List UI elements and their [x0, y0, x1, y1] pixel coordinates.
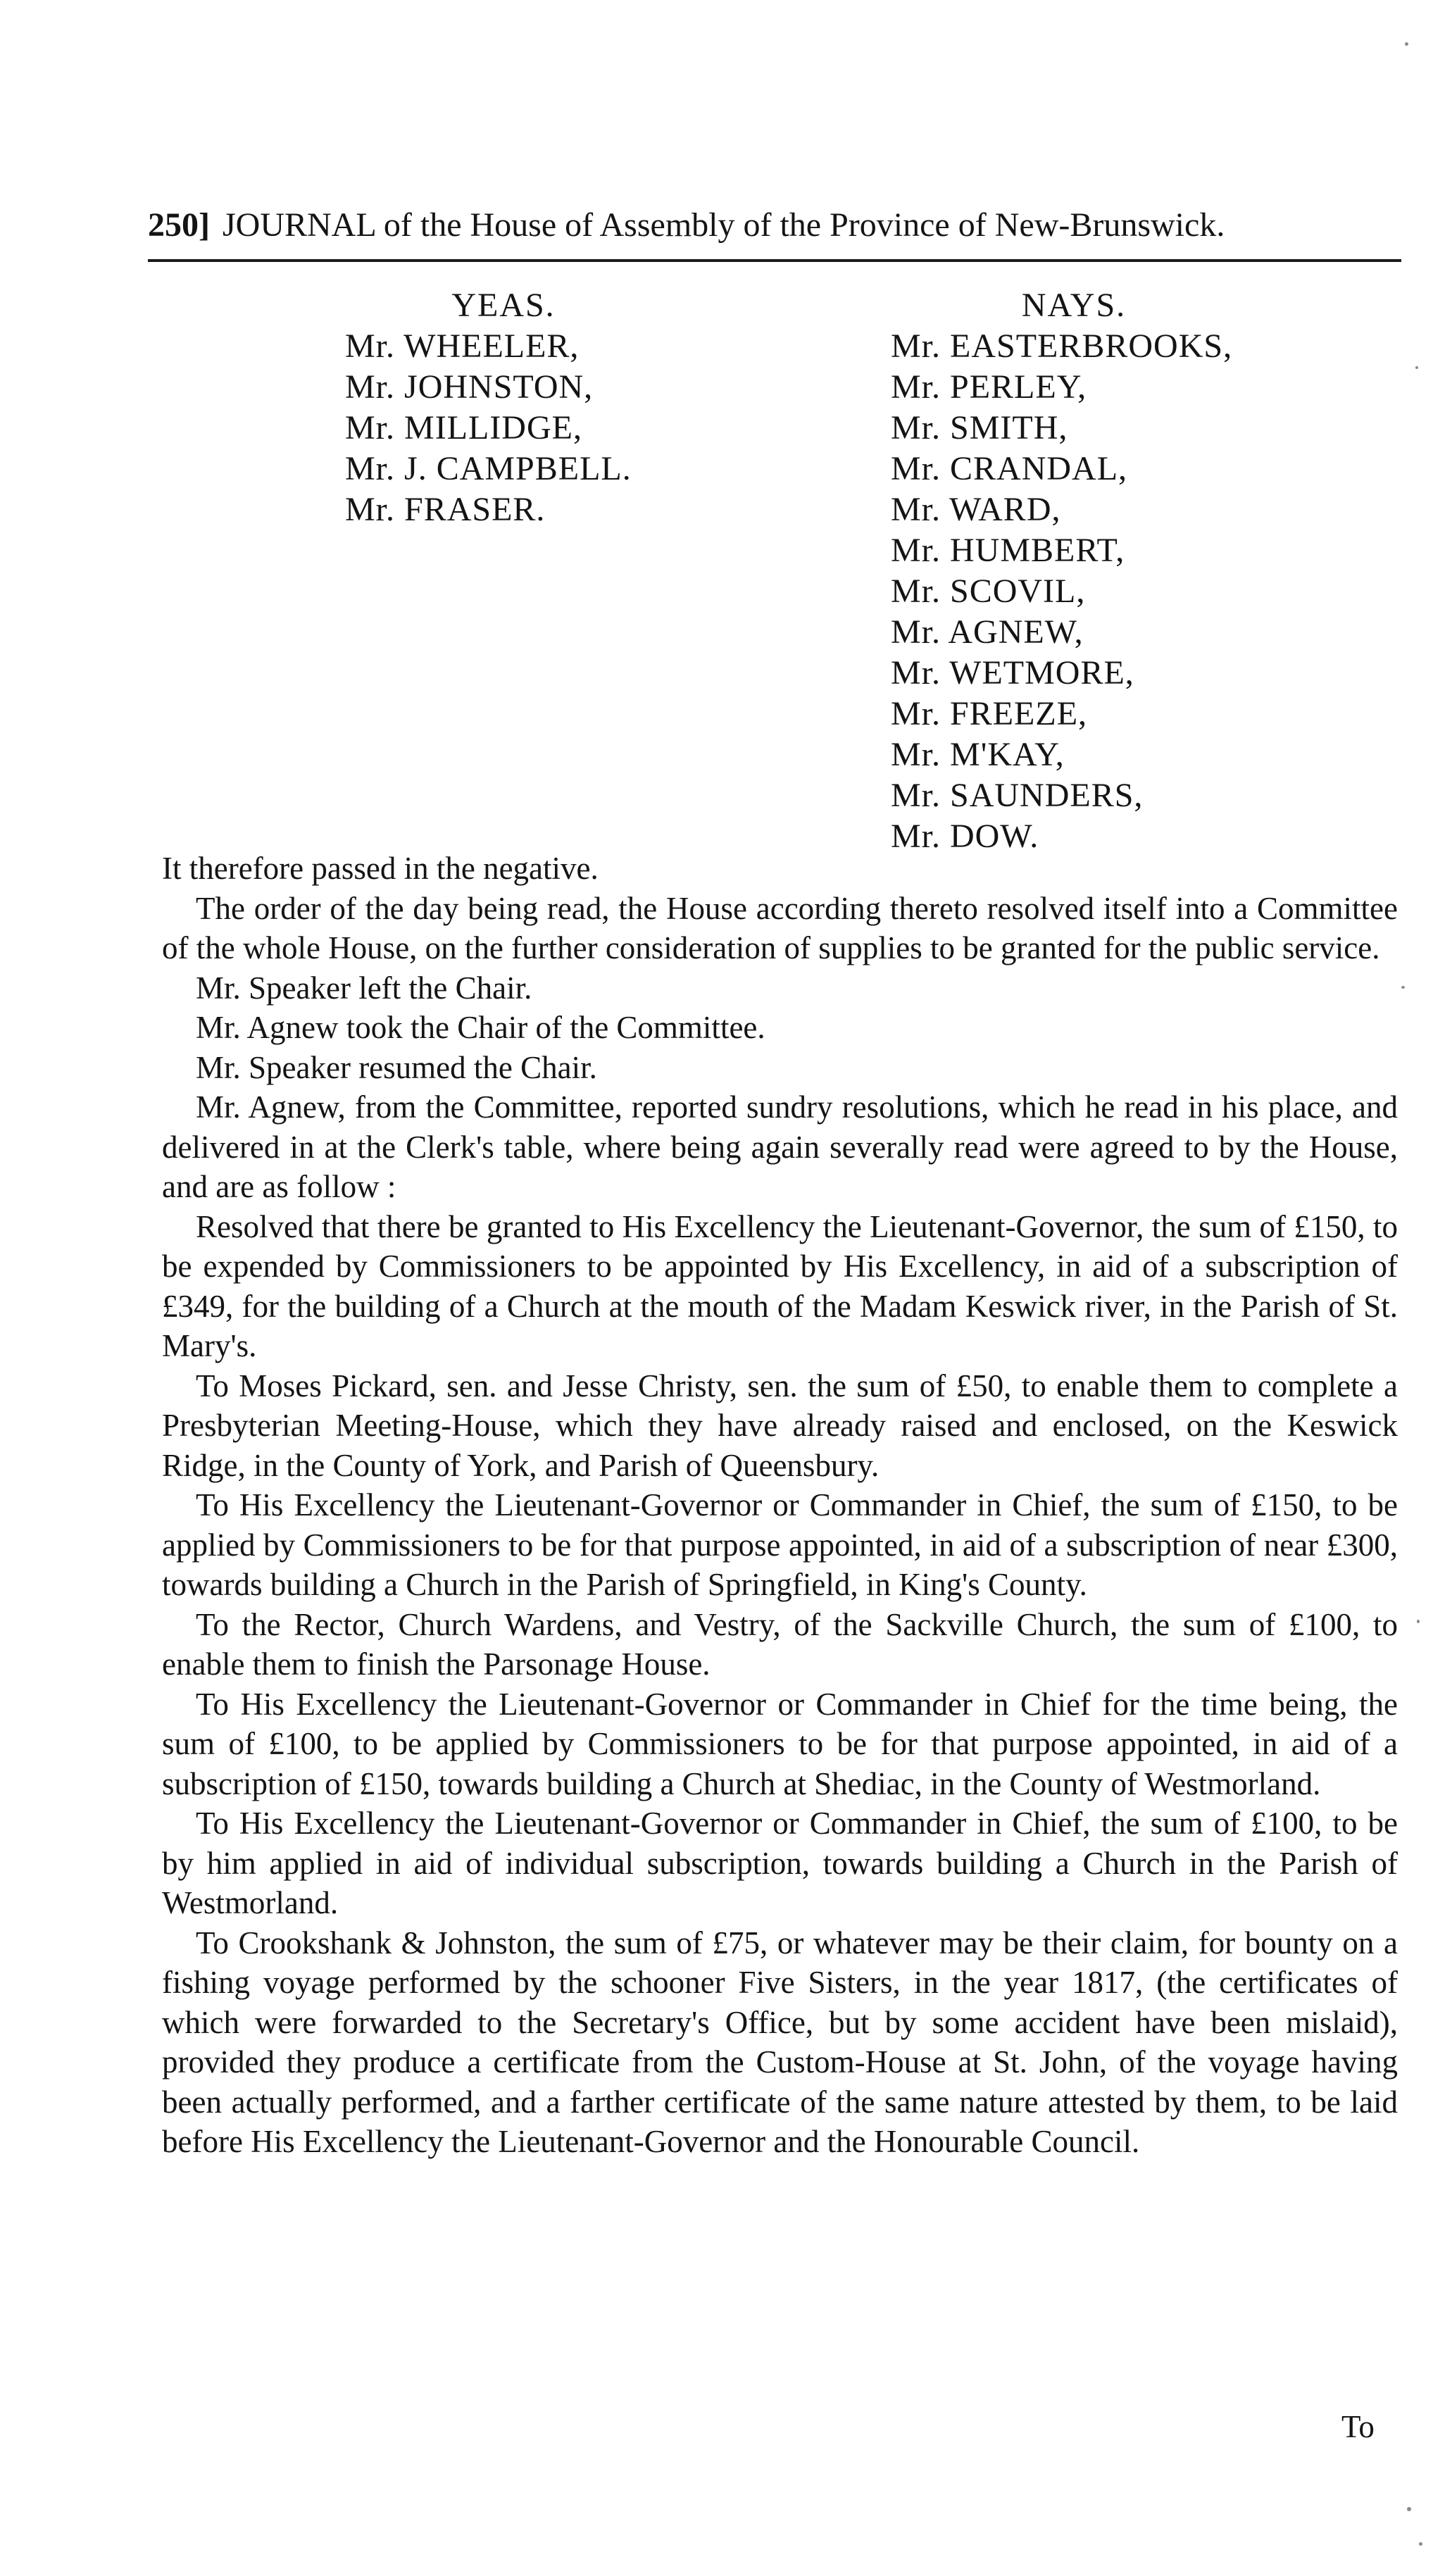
paragraph: Mr. Agnew took the Chair of the Committee. — [196, 1010, 765, 1045]
nay-member: Mr. SMITH, — [891, 409, 1068, 446]
paragraph: The order of the day being read, the House according thereto resolved itself into a Committee of the whole House, on the further consideration of supplies to be granted for the public service. — [162, 890, 1398, 965]
scan-speck — [1415, 366, 1418, 369]
scan-speck — [1419, 2542, 1422, 2546]
yeas-heading: YEAS. — [451, 287, 556, 324]
nay-member: Mr. WETMORE, — [891, 654, 1134, 692]
resolution-paragraph: To His Excellency the Lieutenant-Governor or Commander in Chief for the time being, the sum of £100, to be applied by Commissioners to be for that purpose appointed, in aid of a subscription of £150, towards building a Church at Shediac, in the County of Westmorland. — [162, 1686, 1398, 1801]
resolution-paragraph: To Moses Pickard, sen. and Jesse Christy, sen. the sum of £50, to enable them to complete a Presbyterian Meeting-House, which they have already raised and enclosed, on the Keswick Ridge, in the County of York, and Parish of Queensbury. — [162, 1368, 1398, 1483]
resolution-paragraph: To His Excellency the Lieutenant-Governor or Commander in Chief, the sum of £100, to be by him applied in aid of individual subscription, towards building a Church in the Parish of Westmorland. — [162, 1806, 1398, 1920]
header-rule — [148, 259, 1401, 262]
running-header — [148, 204, 1401, 246]
yea-member: Mr. JOHNSTON, — [345, 368, 594, 406]
paragraph: Mr. Speaker left the Chair. — [196, 970, 532, 1006]
catchword: To — [1341, 2409, 1375, 2444]
scan-speck — [1417, 1620, 1420, 1623]
paragraph: Mr. Speaker resumed the Chair. — [196, 1049, 597, 1085]
nay-member: Mr. EASTERBROOKS, — [891, 327, 1233, 365]
scan-speck — [1407, 2507, 1411, 2511]
nay-member: Mr. SAUNDERS, — [891, 777, 1144, 814]
resolution-paragraph: To His Excellency the Lieutenant-Governor or Commander in Chief, the sum of £150, to be applied by Commissioners to be for that purpose appointed, in aid of a subscription of near £300, towards building a Church in the Parish of Springfield, in King's County. — [162, 1487, 1398, 1602]
yeas-column — [345, 285, 739, 530]
nay-member: Mr. AGNEW, — [891, 613, 1084, 651]
yea-member: Mr. MILLIDGE, — [345, 409, 582, 446]
resolution-paragraph: To the Rector, Church Wardens, and Vestry, of the Sackville Church, the sum of £100, to enable them to finish the Parsonage House. — [162, 1606, 1398, 1682]
yea-member: Mr. FRASER. — [345, 491, 546, 528]
nay-member: Mr. HUMBERT, — [891, 532, 1125, 569]
scan-speck — [1405, 42, 1408, 46]
yea-member: Mr. J. CAMPBELL. — [345, 450, 632, 487]
nay-member: Mr. PERLEY, — [891, 368, 1087, 406]
nay-member: Mr. M'KAY, — [891, 736, 1065, 773]
scan-speck — [1401, 986, 1405, 989]
nays-heading: NAYS. — [1021, 287, 1127, 324]
nay-member: Mr. DOW. — [891, 818, 1039, 855]
nay-member: Mr. WARD, — [891, 491, 1061, 528]
nay-member: Mr. SCOVIL, — [891, 573, 1086, 610]
journal-body — [162, 849, 1398, 2162]
nay-member: Mr. FREEZE, — [891, 695, 1088, 732]
resolution-paragraph: Resolved that there be granted to His Excellency the Lieutenant-Governor, the sum of £150, to be expended by Commissioners to be appointed by His Excellency, in aid of a subscription of £349, for the building of a Church at the mouth of the Madam Keswick river, in the Parish of St. Mary's. — [162, 1208, 1398, 1363]
journal-title: JOURNAL of the House of Assembly of the Province of New-Brunswick. — [222, 206, 1225, 244]
page-number: 250] — [148, 206, 210, 244]
yea-member: Mr. WHEELER, — [345, 327, 580, 365]
vote-result: It therefore passed in the negative. — [162, 851, 599, 886]
resolution-paragraph: To Crookshank & Johnston, the sum of £75, or whatever may be their claim, for bounty on a fishing voyage performed by the schooner Five Sisters, in the year 1817, (the certificates of which were forwarded to the Secretary's Office, but by some accident have been mislaid), provided they produce a certificate from the Custom-House at St. John, of the voyage having been actually performed, and a farther certificate of the same nature attested by them, to be laid before His Excellency the Lieutenant-Governor and the Honourable Council. — [162, 1925, 1398, 2159]
nays-column — [891, 285, 1384, 857]
nay-member: Mr. CRANDAL, — [891, 450, 1128, 487]
paragraph: Mr. Agnew, from the Committee, reported sundry resolutions, which he read in his place, and delivered in at the Clerk's table, where being again severally read were agreed to by the House, and are as follow : — [162, 1089, 1398, 1204]
